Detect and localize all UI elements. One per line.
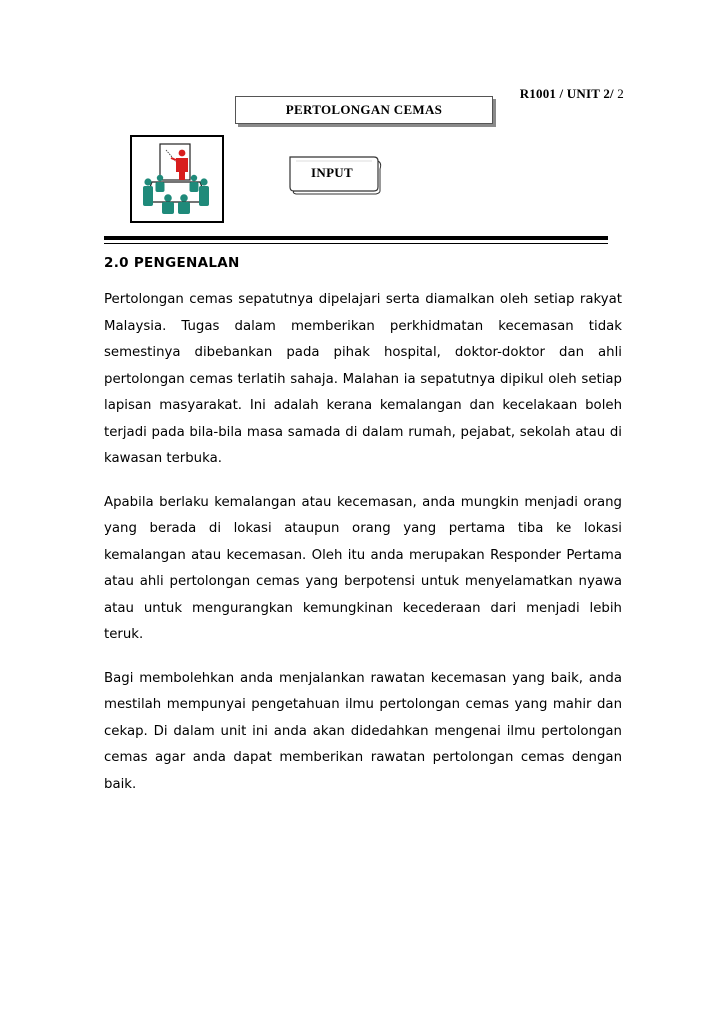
course-unit-label: R1001 / UNIT 2/ (519, 86, 614, 101)
input-scroll-banner (288, 155, 384, 195)
header-divider-thin (104, 243, 608, 244)
presentation-illustration (138, 142, 214, 214)
paragraph-1: Pertolongan cemas sepatutnya dipelajari serta diamalkan oleh setiap rakyat Malaysia. Tugas dalam memberikan perkhidmatan kecemasan tidak semestinya dibebankan pada pihak hospital, doktor-doktor dan ahli pertolongan cemas terlatih sahaja. Malahan ia sepatutnya dipikul oleh setiap lapisan masyarakat. Ini adalah kerana kemalangan dan kecelakaan boleh terjadi pada bila-bila masa samada di dalam rumah, pejabat, sekolah atau di kawasan terbuka. (104, 292, 622, 466)
document-title: PERTOLONGAN CEMAS (285, 102, 443, 117)
section-body (104, 287, 622, 815)
paragraph-2: Apabila berlaku kemalangan atau kecemasan, anda mungkin menjadi orang yang berada di lokasi ataupun orang yang pertama tiba ke lokasi kemalangan atau kecemasan. Oleh itu anda merupakan Responder Pertama atau ahli pertolongan cemas yang berpotensi untuk menyelamatkan nyawa atau untuk mengurangkan kemungkinan kecederaan dari menjadi lebih teruk. (104, 494, 622, 642)
input-label: INPUT (311, 165, 353, 180)
document-title-box (235, 96, 493, 124)
section-heading: 2.0 PENGENALAN (104, 255, 240, 271)
page-number: 2 (617, 86, 624, 101)
paragraph-3: Bagi membolehkan anda menjalankan rawatan kecemasan yang baik, anda mestilah mempunyai pengetahuan ilmu pertolongan cemas yang mahir dan cekap. Di dalam unit ini anda akan didedahkan mengenai ilmu pertolongan cemas agar anda dapat memberikan rawatan pertolongan cemas dengan baik. (104, 670, 622, 792)
presentation-classroom-icon (130, 135, 224, 223)
header-divider-thick (104, 236, 608, 240)
course-code (520, 86, 624, 102)
